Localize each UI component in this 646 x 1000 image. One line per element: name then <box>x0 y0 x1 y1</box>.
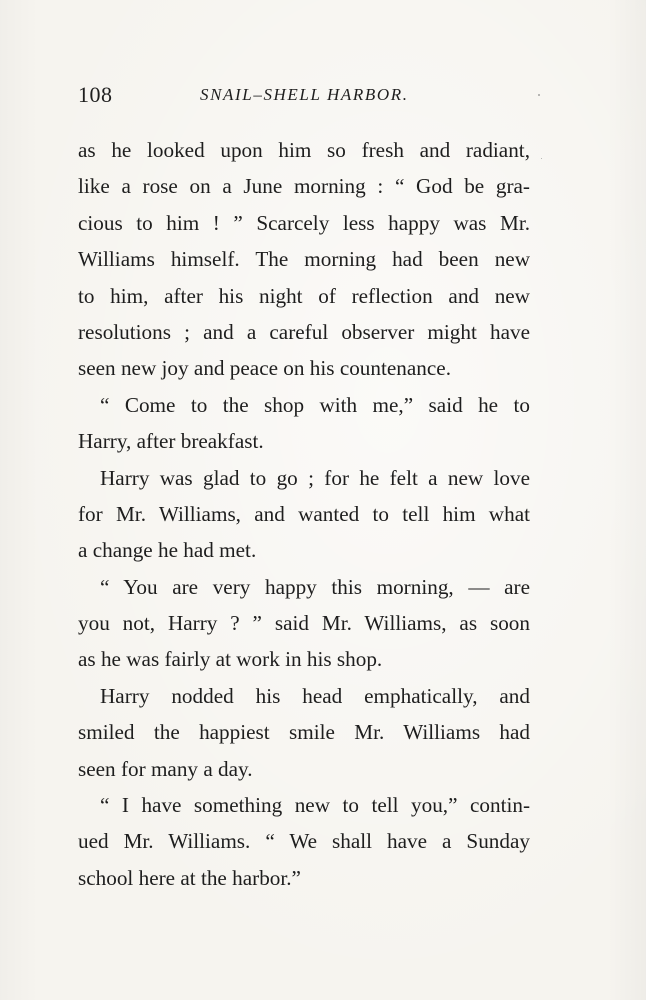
text-line: as he was fairly at work in his shop. <box>78 647 383 672</box>
paper-speck <box>538 94 540 96</box>
text-line: to him, after his night of reflection and new <box>78 283 530 308</box>
text-line: cious to him ! ” Scarcely less happy was Mr. <box>78 210 530 235</box>
text-line: seen new joy and peace on his countenance. <box>78 356 451 381</box>
text-line: Harry was glad to go ; for he felt a new love <box>100 465 530 490</box>
text-line: ued Mr. Williams. “ We shall have a Sunday <box>78 829 530 854</box>
text-line: “ You are very happy this morning, — are <box>100 574 530 599</box>
text-line: Harry, after breakfast. <box>78 429 264 454</box>
text-line: smiled the happiest smile Mr. Williams had <box>78 720 530 745</box>
text-line: resolutions ; and a careful observer might have <box>78 319 530 344</box>
text-line: for Mr. Williams, and wanted to tell him what <box>78 501 530 526</box>
text-line: Williams himself. The morning had been new <box>78 247 530 272</box>
text-line: as he looked upon him so fresh and radiant, <box>78 138 530 162</box>
paper-speck <box>541 158 542 159</box>
text-line: “ I have something new to tell you,” contin- <box>100 793 530 818</box>
text-line: school here at the harbor.” <box>78 865 301 890</box>
text-line: like a rose on a June morning : “ God be gra- <box>78 174 530 199</box>
body-text <box>78 132 530 896</box>
text-line: you not, Harry ? ” said Mr. Williams, as soon <box>78 611 530 636</box>
text-line: “ Come to the shop with me,” said he to <box>100 392 530 417</box>
text-line: a change he had met. <box>78 538 257 563</box>
page-number: 108 <box>78 82 113 107</box>
text-line: seen for many a day. <box>78 756 253 781</box>
text-line: Harry nodded his head emphatically, and <box>100 683 530 708</box>
page-header <box>78 82 530 112</box>
running-head: SNAIL–SHELL HARBOR. <box>200 85 409 104</box>
